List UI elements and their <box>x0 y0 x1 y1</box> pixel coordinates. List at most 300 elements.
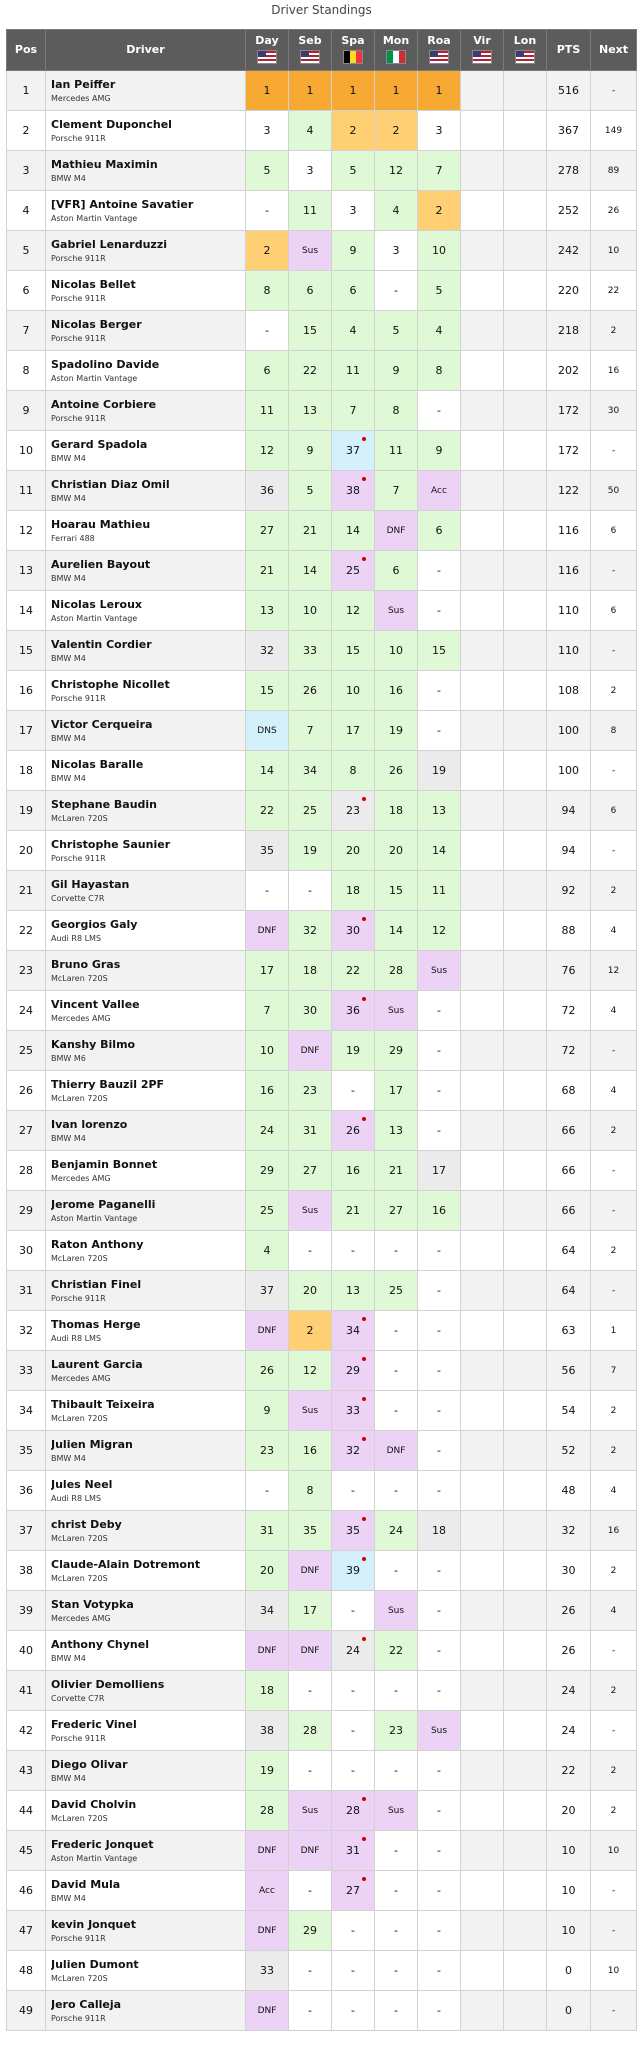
points-cell: 278 <box>547 151 591 191</box>
penalty-dot-icon <box>362 477 366 481</box>
result-cell-mon <box>375 351 418 391</box>
result-value: 25 <box>303 804 317 817</box>
driver-name[interactable]: Julien Migran <box>51 1438 133 1451</box>
points-cell: 92 <box>547 871 591 911</box>
result-cell-spa <box>332 231 375 271</box>
car-model: BMW M4 <box>51 774 86 783</box>
driver-name[interactable]: Thomas Herge <box>51 1318 141 1331</box>
result-cell-mon <box>375 191 418 231</box>
round-header-spa[interactable]: Spa <box>332 30 375 71</box>
driver-cell <box>46 1471 246 1511</box>
result-cell-lon <box>504 1311 547 1351</box>
penalty-dot-icon <box>362 1517 366 1521</box>
result-value: 33 <box>303 644 317 657</box>
result-cell-spa <box>332 1671 375 1711</box>
round-header-day[interactable]: Day <box>246 30 289 71</box>
driver-name[interactable]: Nicolas Baralle <box>51 758 144 771</box>
result-value: 7 <box>392 484 400 497</box>
result-cell-mon <box>375 791 418 831</box>
points-cell: 64 <box>547 1271 591 1311</box>
car-model: Aston Martin Vantage <box>51 374 138 383</box>
result-cell-roa <box>418 1351 461 1391</box>
result-cell-spa <box>332 71 375 111</box>
result-value: 28 <box>260 1804 274 1817</box>
standings-row <box>7 1031 637 1071</box>
result-value: - <box>308 1884 312 1897</box>
result-cell-seb <box>289 1351 332 1391</box>
driver-name[interactable]: Clement Duponchel <box>51 118 172 131</box>
result-cell-mon <box>375 1111 418 1151</box>
car-model: BMW M4 <box>51 1454 86 1463</box>
result-value: 14 <box>346 524 360 537</box>
result-cell-vir <box>461 591 504 631</box>
position-cell: 16 <box>7 671 46 711</box>
gap-to-next-cell: - <box>591 71 637 111</box>
result-cell-roa <box>418 231 461 271</box>
result-value: 34 <box>346 1324 360 1337</box>
result-value: 4 <box>349 324 357 337</box>
result-value: 6 <box>306 284 314 297</box>
driver-cell <box>46 1311 246 1351</box>
result-cell-lon <box>504 1871 547 1911</box>
result-cell-day <box>246 911 289 951</box>
result-value: 29 <box>389 1044 403 1057</box>
result-value: - <box>394 1884 398 1897</box>
driver-name[interactable]: Nicolas Leroux <box>51 598 143 611</box>
result-value: 35 <box>260 844 274 857</box>
result-value: 6 <box>435 524 443 537</box>
points-cell: 100 <box>547 711 591 751</box>
gap-to-next-cell: 89 <box>591 151 637 191</box>
result-value: - <box>437 1084 441 1097</box>
driver-name[interactable]: Gil Hayastan <box>51 878 130 891</box>
position-cell: 30 <box>7 1231 46 1271</box>
result-cell-seb <box>289 1191 332 1231</box>
driver-name[interactable]: Julien Dumont <box>51 1958 139 1971</box>
gap-to-next-cell: 50 <box>591 471 637 511</box>
penalty-dot-icon <box>362 557 366 561</box>
result-value: - <box>394 1244 398 1257</box>
result-cell-seb <box>289 191 332 231</box>
driver-name[interactable]: Christian Diaz Omil <box>51 478 170 491</box>
points-cell: 63 <box>547 1311 591 1351</box>
standings-row <box>7 1711 637 1751</box>
position-cell: 48 <box>7 1951 46 1991</box>
position-cell: 49 <box>7 1991 46 2031</box>
result-value: - <box>437 1244 441 1257</box>
car-model: Porsche 911R <box>51 334 106 343</box>
result-cell-spa <box>332 151 375 191</box>
result-cell-day <box>246 591 289 631</box>
result-value: 36 <box>346 1004 360 1017</box>
result-cell-mon <box>375 1791 418 1831</box>
result-cell-mon <box>375 1671 418 1711</box>
driver-name[interactable]: Gabriel Lenarduzzi <box>51 238 168 251</box>
result-cell-roa <box>418 591 461 631</box>
result-value: - <box>394 1324 398 1337</box>
driver-name[interactable]: Stephane Baudin <box>51 798 158 811</box>
driver-name[interactable]: Mathieu Maximin <box>51 158 158 171</box>
result-cell-day <box>246 1631 289 1671</box>
result-cell-lon <box>504 511 547 551</box>
driver-name[interactable]: Spadolino Davide <box>51 358 160 371</box>
driver-name[interactable]: Nicolas Berger <box>51 318 142 331</box>
result-cell-lon <box>504 1071 547 1111</box>
result-cell-lon <box>504 911 547 951</box>
result-cell-seb <box>289 551 332 591</box>
result-value: Sus <box>387 605 405 616</box>
result-cell-lon <box>504 1671 547 1711</box>
result-value: 25 <box>389 1284 403 1297</box>
standings-row <box>7 1231 637 1271</box>
car-model: Audi R8 LMS <box>51 934 102 943</box>
result-cell-day <box>246 191 289 231</box>
result-value: 24 <box>389 1524 403 1537</box>
position-cell: 38 <box>7 1551 46 1591</box>
driver-cell <box>46 1751 246 1791</box>
result-cell-spa <box>332 111 375 151</box>
driver-name[interactable]: Antoine Corbiere <box>51 398 157 411</box>
result-cell-lon <box>504 151 547 191</box>
result-value: 2 <box>263 244 271 257</box>
driver-cell <box>46 1951 246 1991</box>
result-cell-spa <box>332 1591 375 1631</box>
result-cell-day <box>246 231 289 271</box>
result-value: 35 <box>346 1524 360 1537</box>
points-cell: 172 <box>547 391 591 431</box>
result-cell-roa <box>418 631 461 671</box>
result-cell-vir <box>461 1511 504 1551</box>
car-model: Aston Martin Vantage <box>51 1214 138 1223</box>
standings-table <box>6 29 637 2031</box>
driver-name[interactable]: Christian Finel <box>51 1278 142 1291</box>
result-value: 17 <box>346 724 360 737</box>
penalty-dot-icon <box>362 1797 366 1801</box>
result-cell-vir <box>461 1911 504 1951</box>
position-cell: 11 <box>7 471 46 511</box>
result-cell-seb <box>289 391 332 431</box>
result-cell-lon <box>504 391 547 431</box>
driver-name[interactable]: Christophe Nicollet <box>51 678 170 691</box>
result-value: 3 <box>306 164 314 177</box>
result-value: - <box>394 1844 398 1857</box>
gap-to-next-cell: 4 <box>591 991 637 1031</box>
result-cell-vir <box>461 1631 504 1671</box>
result-value: 13 <box>389 1124 403 1137</box>
gap-to-next-cell: 6 <box>591 791 637 831</box>
driver-name[interactable]: Jerome Paganelli <box>51 1198 156 1211</box>
standings-row <box>7 1511 637 1551</box>
header-row <box>7 30 637 71</box>
result-cell-spa <box>332 391 375 431</box>
result-cell-spa <box>332 631 375 671</box>
result-value: 3 <box>263 124 271 137</box>
result-cell-spa <box>332 1311 375 1351</box>
driver-name[interactable]: Kanshy Bilmo <box>51 1038 136 1051</box>
driver-name[interactable]: Claude-Alain Dotremont <box>51 1558 201 1571</box>
result-value: 8 <box>392 404 400 417</box>
result-value: Acc <box>431 485 447 496</box>
driver-name[interactable]: Benjamin Bonnet <box>51 1158 158 1171</box>
gap-to-next-cell: 30 <box>591 391 637 431</box>
result-cell-roa <box>418 1431 461 1471</box>
result-value: 1 <box>392 84 400 97</box>
result-value: - <box>437 724 441 737</box>
driver-name[interactable]: Thierry Bauzil 2PF <box>51 1078 165 1091</box>
driver-name[interactable]: Nicolas Bellet <box>51 278 136 291</box>
car-model: Aston Martin Vantage <box>51 1854 138 1863</box>
position-cell: 9 <box>7 391 46 431</box>
result-cell-day <box>246 151 289 191</box>
result-cell-mon <box>375 871 418 911</box>
result-value: - <box>437 404 441 417</box>
standings-row <box>7 471 637 511</box>
result-value: 8 <box>435 364 443 377</box>
driver-name[interactable]: Diego Olivar <box>51 1758 128 1771</box>
standings-row <box>7 391 637 431</box>
result-cell-seb <box>289 1951 332 1991</box>
result-value: DNF <box>300 1845 320 1856</box>
driver-cell <box>46 231 246 271</box>
driver-name[interactable]: kevin Jonquet <box>51 1918 136 1931</box>
result-cell-seb <box>289 1751 332 1791</box>
result-cell-seb <box>289 871 332 911</box>
driver-name[interactable]: Gerard Spadola <box>51 438 148 451</box>
driver-cell <box>46 1271 246 1311</box>
result-value: 33 <box>260 1964 274 1977</box>
result-value: 16 <box>303 1444 317 1457</box>
penalty-dot-icon <box>362 1117 366 1121</box>
points-cell: 10 <box>547 1871 591 1911</box>
result-cell-lon <box>504 1751 547 1791</box>
result-value: 14 <box>432 844 446 857</box>
driver-name[interactable]: Ivan lorenzo <box>51 1118 128 1131</box>
result-value: 1 <box>263 84 271 97</box>
position-cell: 4 <box>7 191 46 231</box>
result-value: 6 <box>392 564 400 577</box>
result-cell-day <box>246 791 289 831</box>
position-cell: 36 <box>7 1471 46 1511</box>
car-model: Porsche 911R <box>51 294 106 303</box>
standings-row <box>7 511 637 551</box>
result-cell-roa <box>418 831 461 871</box>
gap-to-next-cell: - <box>591 751 637 791</box>
result-cell-mon <box>375 631 418 671</box>
result-cell-mon <box>375 511 418 551</box>
result-cell-spa <box>332 1871 375 1911</box>
standings-row <box>7 711 637 751</box>
driver-name[interactable]: Ian Peiffer <box>51 78 116 91</box>
result-cell-mon <box>375 1711 418 1751</box>
result-cell-day <box>246 751 289 791</box>
result-cell-spa <box>332 351 375 391</box>
result-cell-day <box>246 831 289 871</box>
result-cell-seb <box>289 1151 332 1191</box>
points-cell: 64 <box>547 1231 591 1271</box>
driver-name[interactable]: [VFR] Antoine Savatier <box>51 198 194 211</box>
driver-name[interactable]: David Cholvin <box>51 1798 137 1811</box>
penalty-dot-icon <box>362 997 366 1001</box>
standings-row <box>7 1271 637 1311</box>
result-value: 13 <box>432 804 446 817</box>
gap-to-next-cell: 2 <box>591 1391 637 1431</box>
car-model: Mercedes AMG <box>51 1174 111 1183</box>
result-cell-vir <box>461 351 504 391</box>
gap-to-next-cell: - <box>591 1151 637 1191</box>
result-cell-spa <box>332 911 375 951</box>
result-value: 8 <box>306 1484 314 1497</box>
result-cell-spa <box>332 1271 375 1311</box>
result-cell-seb <box>289 1111 332 1151</box>
result-cell-seb <box>289 1391 332 1431</box>
result-cell-spa <box>332 711 375 751</box>
result-value: - <box>351 1484 355 1497</box>
position-cell: 37 <box>7 1511 46 1551</box>
result-cell-seb <box>289 471 332 511</box>
result-value: - <box>437 1644 441 1657</box>
result-cell-lon <box>504 1431 547 1471</box>
result-cell-day <box>246 471 289 511</box>
round-header-mon[interactable]: Mon <box>375 30 418 71</box>
driver-name[interactable]: Valentin Cordier <box>51 638 152 651</box>
result-value: - <box>308 1764 312 1777</box>
result-cell-vir <box>461 751 504 791</box>
result-cell-vir <box>461 71 504 111</box>
result-value: 12 <box>432 924 446 937</box>
points-cell: 32 <box>547 1511 591 1551</box>
position-cell: 1 <box>7 71 46 111</box>
result-cell-roa <box>418 1151 461 1191</box>
result-cell-spa <box>332 671 375 711</box>
result-cell-day <box>246 1031 289 1071</box>
result-value: DNS <box>257 725 277 736</box>
result-cell-day <box>246 1711 289 1751</box>
result-value: 20 <box>303 1284 317 1297</box>
result-cell-roa <box>418 791 461 831</box>
result-value: 3 <box>349 204 357 217</box>
car-model: McLaren 720S <box>51 1254 108 1263</box>
result-cell-seb <box>289 111 332 151</box>
result-cell-day <box>246 711 289 751</box>
result-cell-mon <box>375 1031 418 1071</box>
driver-cell <box>46 391 246 431</box>
result-value: 11 <box>303 204 317 217</box>
result-cell-mon <box>375 1911 418 1951</box>
result-value: DNF <box>386 1445 406 1456</box>
result-cell-mon <box>375 1071 418 1111</box>
result-value: Sus <box>387 1005 405 1016</box>
result-cell-mon <box>375 431 418 471</box>
car-model: BMW M6 <box>51 1054 86 1063</box>
driver-name[interactable]: Bruno Gras <box>51 958 121 971</box>
points-cell: 367 <box>547 111 591 151</box>
driver-name[interactable]: Victor Cerqueira <box>51 718 153 731</box>
standings-row <box>7 1391 637 1431</box>
position-cell: 45 <box>7 1831 46 1871</box>
result-value: 22 <box>346 964 360 977</box>
result-value: 22 <box>260 804 274 817</box>
result-cell-vir <box>461 111 504 151</box>
result-value: 12 <box>389 164 403 177</box>
driver-name[interactable]: David Mula <box>51 1878 121 1891</box>
driver-name[interactable]: Laurent Garcia <box>51 1358 143 1371</box>
result-cell-vir <box>461 791 504 831</box>
result-value: 21 <box>389 1164 403 1177</box>
result-cell-vir <box>461 991 504 1031</box>
result-cell-lon <box>504 1631 547 1671</box>
pts-header: PTS <box>547 30 591 71</box>
result-cell-lon <box>504 631 547 671</box>
driver-name[interactable]: Jero Calleja <box>51 1998 122 2011</box>
page-title: Driver Standings <box>271 3 372 17</box>
driver-name[interactable]: Raton Anthony <box>51 1238 144 1251</box>
usa-flag-icon <box>257 50 277 64</box>
driver-name[interactable]: Olivier Demolliens <box>51 1678 165 1691</box>
gap-to-next-cell: 4 <box>591 1591 637 1631</box>
points-cell: 110 <box>547 631 591 671</box>
points-cell: 202 <box>547 351 591 391</box>
standings-row <box>7 671 637 711</box>
driver-name[interactable]: Frederic Vinel <box>51 1718 137 1731</box>
driver-cell <box>46 1111 246 1151</box>
result-value: 32 <box>303 924 317 937</box>
driver-name[interactable]: christ Deby <box>51 1518 122 1531</box>
gap-to-next-cell: 6 <box>591 511 637 551</box>
penalty-dot-icon <box>362 1637 366 1641</box>
driver-name[interactable]: Vincent Vallee <box>51 998 140 1011</box>
round-header-lon[interactable]: Lon <box>504 30 547 71</box>
driver-name[interactable]: Anthony Chynel <box>51 1638 149 1651</box>
result-cell-spa <box>332 1151 375 1191</box>
standings-row <box>7 1871 637 1911</box>
result-cell-spa <box>332 1831 375 1871</box>
round-header-roa[interactable]: Roa <box>418 30 461 71</box>
result-cell-vir <box>461 1311 504 1351</box>
result-value: 22 <box>303 364 317 377</box>
driver-name[interactable]: Christophe Saunier <box>51 838 171 851</box>
points-cell: 26 <box>547 1591 591 1631</box>
round-header-seb[interactable]: Seb <box>289 30 332 71</box>
result-value: 37 <box>260 1284 274 1297</box>
driver-name[interactable]: Georgios Galy <box>51 918 138 931</box>
driver-cell <box>46 151 246 191</box>
result-cell-spa <box>332 1471 375 1511</box>
result-value: 1 <box>306 84 314 97</box>
result-cell-lon <box>504 1911 547 1951</box>
result-value: Sus <box>301 1205 319 1216</box>
result-cell-day <box>246 1991 289 2031</box>
driver-name[interactable]: Thibault Teixeira <box>51 1398 155 1411</box>
gap-to-next-cell: - <box>591 1991 637 2031</box>
result-cell-day <box>246 271 289 311</box>
result-value: 6 <box>349 284 357 297</box>
driver-name[interactable]: Aurelien Bayout <box>51 558 151 571</box>
round-header-vir[interactable]: Vir <box>461 30 504 71</box>
result-cell-vir <box>461 231 504 271</box>
result-cell-roa <box>418 71 461 111</box>
driver-name[interactable]: Frederic Jonquet <box>51 1838 154 1851</box>
result-cell-lon <box>504 551 547 591</box>
driver-name[interactable]: Stan Votypka <box>51 1598 134 1611</box>
driver-cell <box>46 1911 246 1951</box>
result-value: - <box>394 1404 398 1417</box>
driver-name[interactable]: Hoarau Mathieu <box>51 518 151 531</box>
result-cell-roa <box>418 1231 461 1271</box>
result-cell-spa <box>332 1991 375 2031</box>
driver-name[interactable]: Jules Neel <box>51 1478 113 1491</box>
result-cell-mon <box>375 1311 418 1351</box>
result-cell-day <box>246 111 289 151</box>
